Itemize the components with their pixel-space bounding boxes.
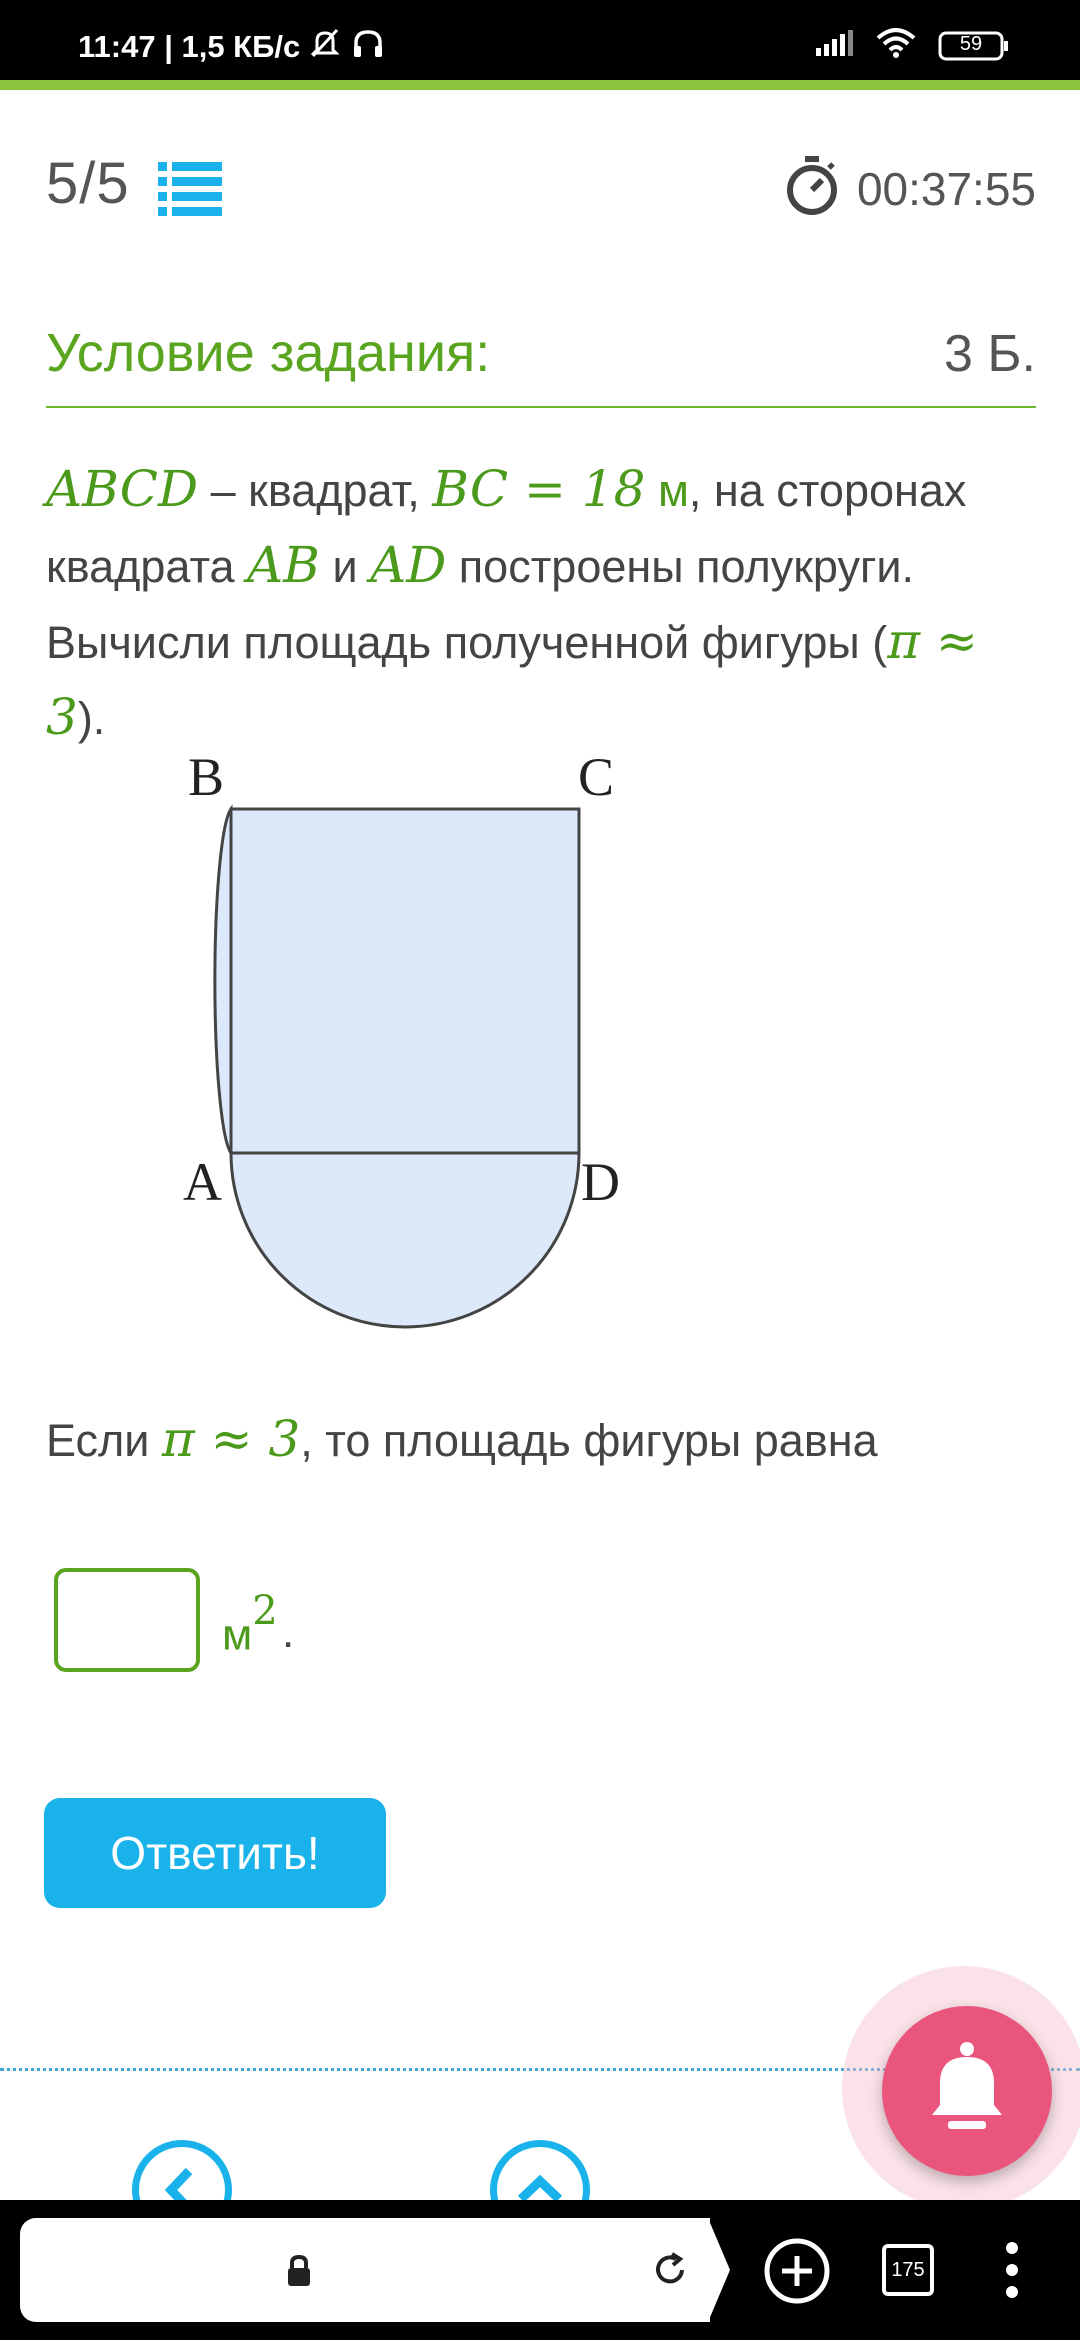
accent-strip [0, 80, 1080, 90]
condition-points: 3 Б. [944, 325, 1036, 383]
timer-text: 00:37:55 [856, 162, 1036, 215]
battery-icon [938, 31, 1010, 61]
signal-icon [814, 30, 854, 61]
answer-input[interactable] [54, 1568, 200, 1672]
label-d: D [581, 1152, 620, 1212]
url-field[interactable] [20, 2218, 710, 2322]
square-abcd [231, 809, 579, 1153]
notification-button[interactable] [882, 2006, 1052, 2176]
browser-bar [0, 2200, 1080, 2340]
label-a: A [183, 1152, 222, 1212]
url-field-arrow [708, 2218, 730, 2322]
problem-text [46, 452, 1046, 756]
label-b: B [188, 747, 225, 807]
math-bc: BC = 18 [432, 460, 646, 518]
submit-button[interactable]: Ответить! [44, 1798, 386, 1908]
problem-and: и [319, 541, 371, 592]
problem-close-text: ). [77, 693, 106, 744]
condition-header [46, 318, 1036, 408]
status-time-speed: 11:47 | 1,5 КБ/с [78, 29, 301, 64]
geometry-figure [40, 730, 680, 1350]
math-pi-approx: π ≈ 3 [46, 612, 978, 746]
problem-unit-m: м [645, 465, 689, 516]
tab-count-button[interactable]: 175 [882, 2244, 934, 2296]
answer-period: . [282, 1608, 295, 1657]
timer [785, 156, 1036, 221]
semicircle-ab [215, 809, 231, 1153]
bell-icon [922, 2039, 1012, 2144]
task-list-icon[interactable] [158, 162, 222, 218]
more-menu-icon[interactable] [1000, 2240, 1024, 2305]
problem-built-text: построены полукруги. [446, 541, 915, 592]
problem-sides-text: , на сторонах квадрата [46, 465, 967, 592]
question-if: Если [46, 1415, 162, 1466]
problem-calc-text: Вычисли площадь полученной фигуры ( [46, 617, 888, 668]
math-ad: AD [370, 536, 447, 594]
condition-title: Условие задания: [46, 323, 491, 383]
mute-bell-icon [308, 26, 342, 68]
task-progress: 5/5 [46, 151, 130, 216]
figure-svg [40, 730, 680, 1350]
label-c: C [578, 747, 615, 807]
problem-dash-square: – квадрат, [198, 465, 433, 516]
wifi-icon [876, 28, 916, 63]
question-rest: , то площадь фигуры равна [300, 1415, 878, 1466]
stopwatch-icon [785, 156, 839, 221]
question-text [46, 1410, 878, 1468]
semicircle-ad [231, 1153, 579, 1327]
unit-m: м [222, 1610, 253, 1660]
status-left [78, 26, 386, 68]
headphones-icon [350, 26, 386, 68]
math-ab: AB [247, 536, 320, 594]
math-abcd: ABCD [46, 460, 199, 518]
lock-icon [285, 2254, 313, 2293]
unit-power: 2 [252, 1588, 278, 1634]
status-right [814, 28, 1010, 63]
new-tab-icon[interactable] [762, 2236, 832, 2311]
reload-icon[interactable] [650, 2250, 690, 2295]
task-header [0, 150, 1080, 230]
status-bar [0, 0, 1080, 80]
math-pi-approx-question: π ≈ 3 [161, 1410, 301, 1468]
battery-level: 59 [959, 32, 983, 55]
answer-unit [222, 1588, 278, 1661]
